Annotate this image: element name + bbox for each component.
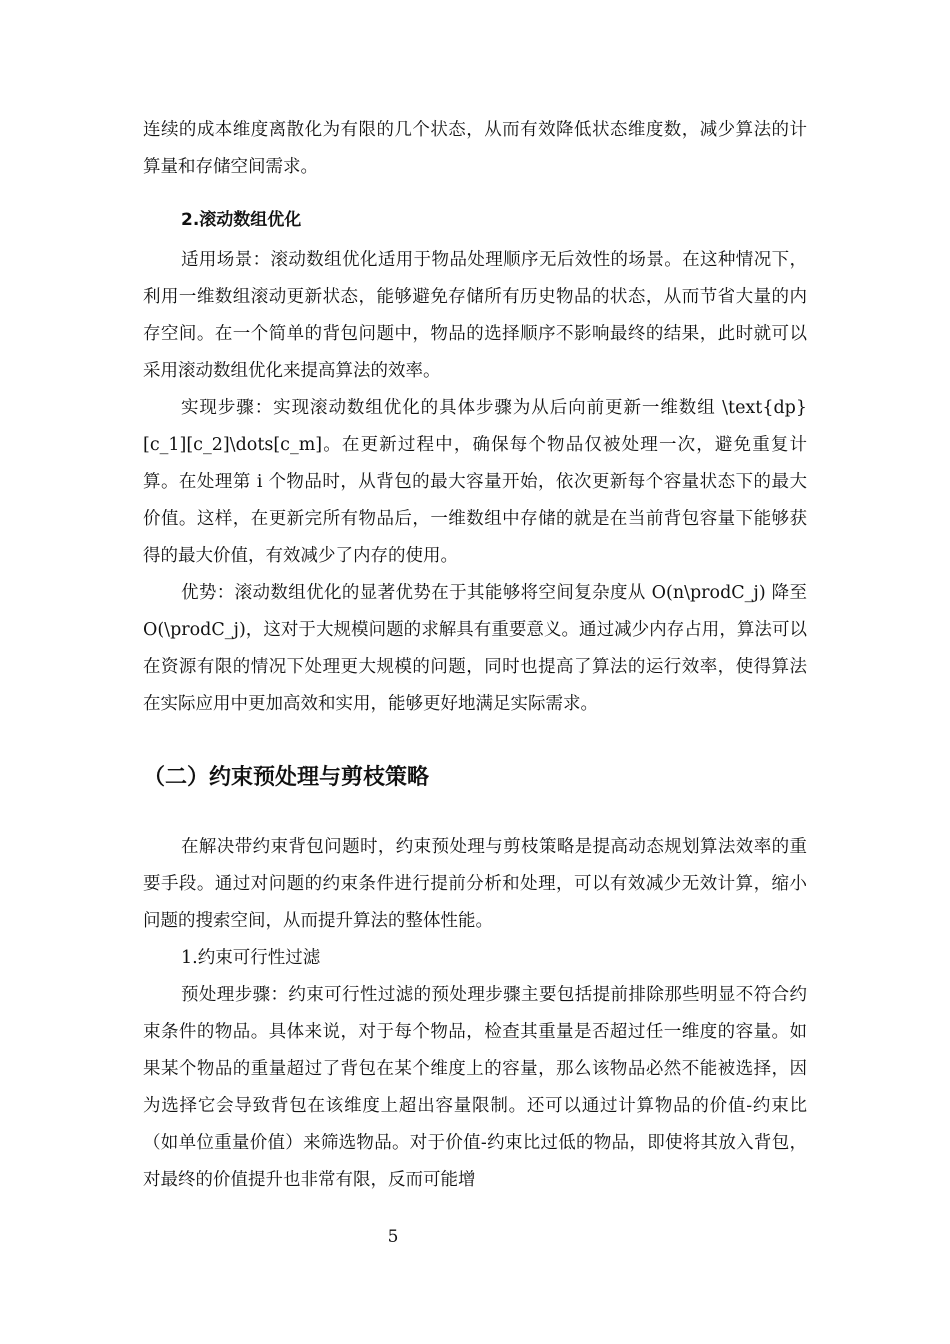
page-number: 5 [387, 1227, 399, 1247]
paragraph-rolling-steps: 实现步骤：实现滚动数组优化的具体步骤为从后向前更新一维数组 \text{dp}[c_1][c_2]\dots[c_m]。在更新过程中，确保每个物品仅被处理一次，避免重复计算。在处理第 i 个物品时，从背包的最大容量开始，依次更新每个容量状态下的最大价值。这样，在更新完所有物品后，一维数组中存储的就是在当前背包容量下能够获得的最大价值，有效减少了内存的使用。 [143, 398, 807, 566]
paragraph-rolling-scenario: 适用场景：滚动数组优化适用于物品处理顺序无后效性的场景。在这种情况下，利用一维数组滚动更新状态，能够避免存储所有历史物品的状态，从而节省大量的内存空间。在一个简单的背包问题中，物品的选择顺序不影响最终的结果，此时就可以采用滚动数组优化来提高算法的效率。 [143, 250, 807, 381]
section-heading-constraint-preprocessing: （二）约束预处理与剪枝策略 [143, 765, 430, 790]
subsection-heading-rolling-array: 2.滚动数组优化 [181, 210, 302, 230]
item-label-feasibility-filter: 1.约束可行性过滤 [181, 948, 321, 968]
paragraph-intro-continuation: 连续的成本维度离散化为有限的几个状态，从而有效降低状态维度数，减少算法的计算量和存储空间需求。 [143, 120, 807, 177]
paragraph-filter-steps: 预处理步骤：约束可行性过滤的预处理步骤主要包括提前排除那些明显不符合约束条件的物品。具体来说，对于每个物品，检查其重量是否超过任一维度的容量。如果某个物品的重量超过了背包在某个维度上的容量，那么该物品必然不能被选择，因为选择它会导致背包在该维度上超出容量限制。还可以通过计算物品的价值-约束比（如单位重量价值）来筛选物品。对于价值-约束比过低的物品，即使将其放入背包，对最终的价值提升也非常有限，反而可能增 [143, 985, 807, 1190]
paragraph-section-intro: 在解决带约束背包问题时，约束预处理与剪枝策略是提高动态规划算法效率的重要手段。通过对问题的约束条件进行提前分析和处理，可以有效减少无效计算，缩小问题的搜索空间，从而提升算法的整体性能。 [143, 837, 807, 931]
page-body [143, 112, 807, 1199]
paragraph-rolling-advantage: 优势：滚动数组优化的显著优势在于其能够将空间复杂度从 O(n\prodC_j) 降至 O(\prodC_j)，这对于大规模问题的求解具有重要意义。通过减少内存占用，算法可以在资源有限的情况下处理更大规模的问题，同时也提高了算法的运行效率，使得算法在实际应用中更加高效和实用，能够更好地满足实际需求。 [143, 583, 807, 714]
